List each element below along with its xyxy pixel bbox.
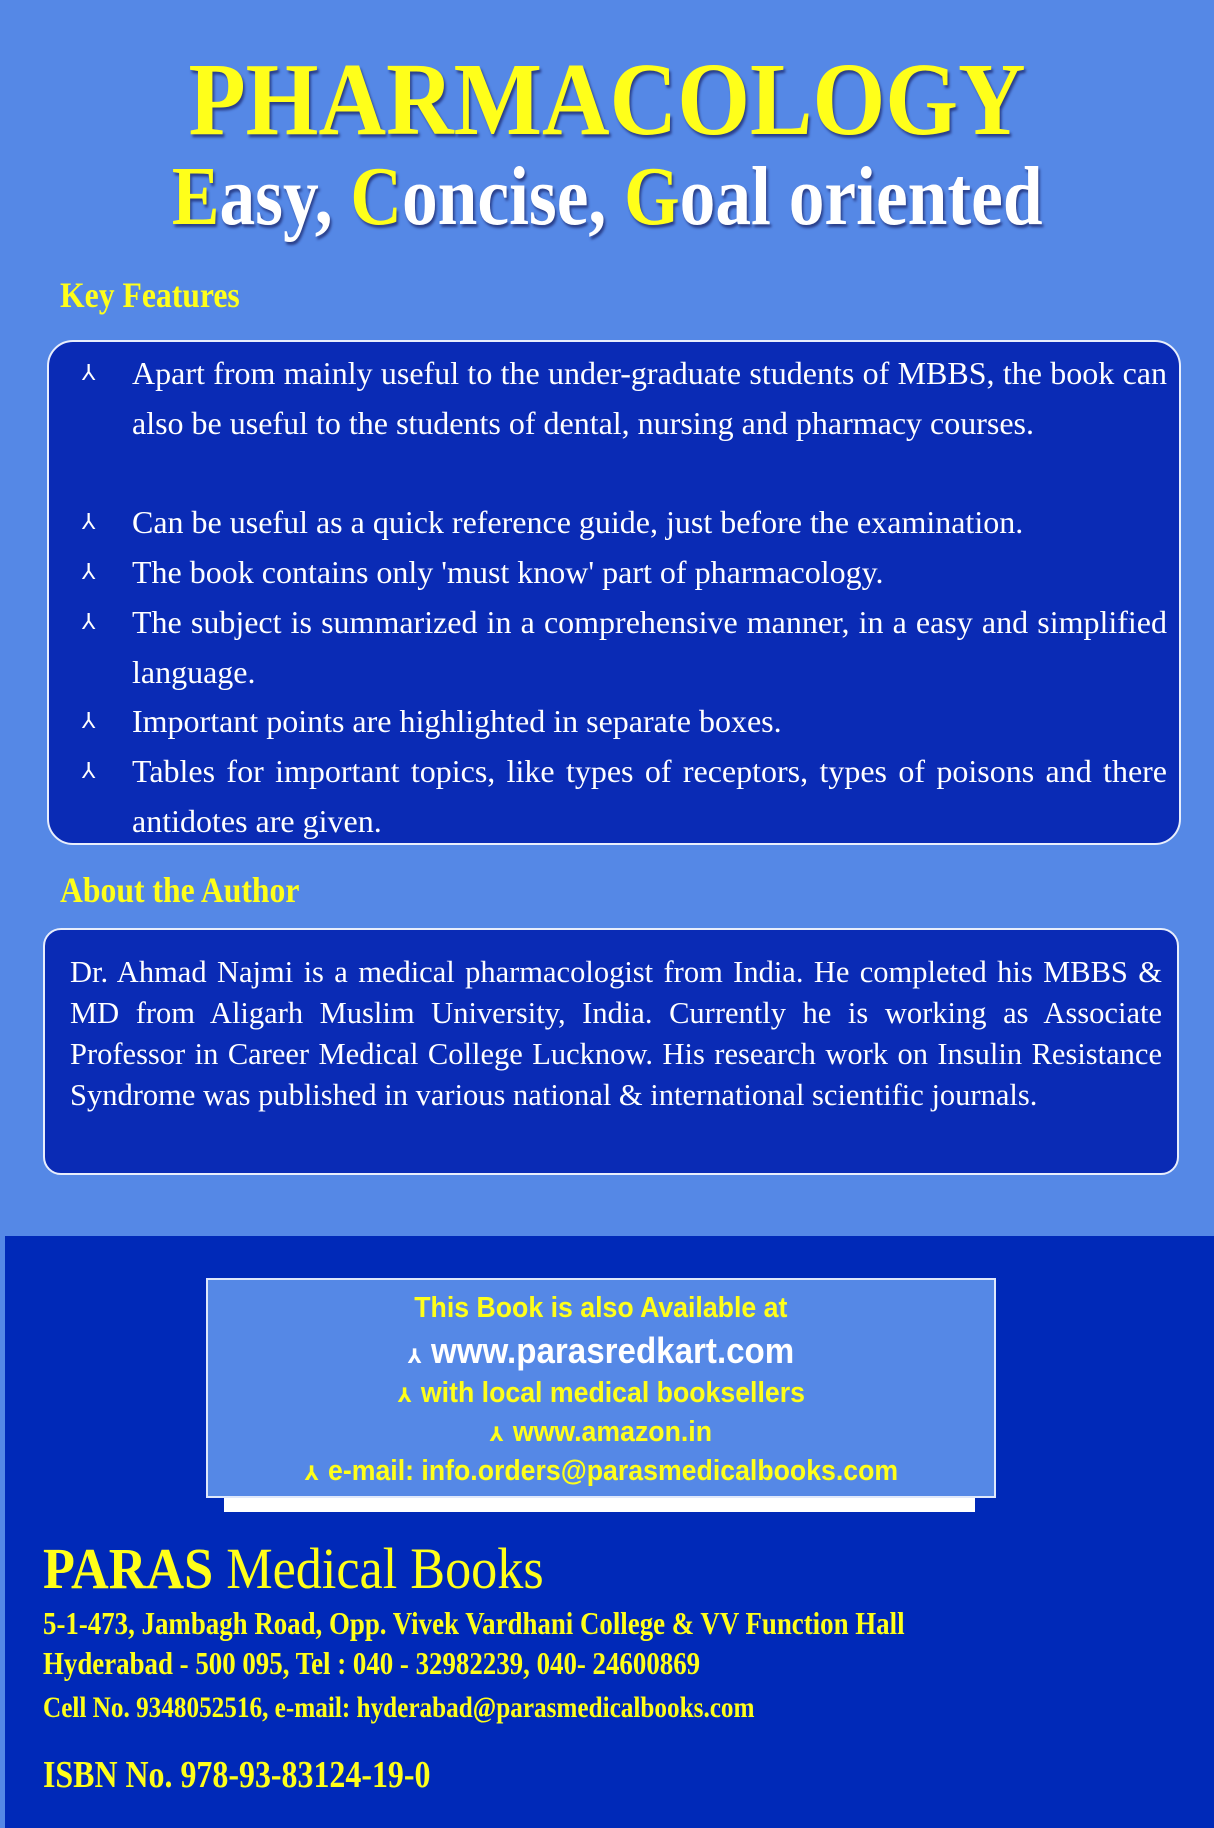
bullet-icon: ⅄	[82, 709, 96, 734]
key-features-heading: Key Features	[60, 275, 240, 315]
availability-heading: This Book is also Available at	[414, 1292, 788, 1324]
author-bio: Dr. Ahmad Najmi is a medical pharmacologist from India. He completed his MBBS & MD from Aligarh Muslim University, India. Currently he is working as Associate Professor in Career Medical College Lucknow. His research work on Insulin Resistance Syndrome was published in various national & international scientific journals.	[70, 955, 1162, 1112]
bullet-icon: ⅄	[304, 1461, 319, 1485]
bullet-icon: ⅄	[82, 759, 96, 784]
link-amazon[interactable]: ⅄ www.amazon.in	[489, 1416, 713, 1448]
book-title: PHARMACOLOGY	[188, 42, 1026, 157]
availability-box	[206, 1278, 996, 1498]
feature-text: Can be useful as a quick reference guide, just before the examination.	[132, 504, 1024, 540]
about-author-heading: About the Author	[60, 870, 300, 910]
address-line-2: Hyderabad - 500 095, Tel : 040 - 32982239, 040- 24600869	[43, 1645, 701, 1681]
feature-text: The subject is summarized in a comprehensive manner, in a easy and simplified language.	[132, 604, 1167, 690]
feature-text: Tables for important topics, like types of receptors, types of poisons and there antidotes are given.	[132, 753, 1167, 839]
bullet-icon: ⅄	[407, 1344, 422, 1368]
key-features-box	[47, 340, 1181, 845]
email-orders[interactable]: ⅄ e-mail: info.orders@parasmedicalbooks.com	[304, 1455, 898, 1487]
bullet-icon: ⅄	[397, 1383, 412, 1407]
bullet-icon: ⅄	[82, 361, 96, 386]
bullet-icon: ⅄	[489, 1422, 504, 1446]
book-subtitle: Easy, Concise, Goal oriented	[171, 150, 1043, 243]
bullet-icon: ⅄	[82, 560, 96, 585]
isbn: ISBN No. 978-93-83124-19-0	[43, 1754, 431, 1796]
bullet-icon: ⅄	[82, 610, 96, 635]
about-author-box	[43, 928, 1179, 1175]
publisher-name: PARAS Medical Books	[43, 1536, 544, 1601]
feature-text: Important points are highlighted in separate boxes.	[132, 703, 782, 739]
feature-text: Apart from mainly useful to the under-graduate students of MBBS, the book can also be useful to the students of dental, nursing and pharmacy courses.	[132, 355, 1167, 441]
address-line-1: 5-1-473, Jambagh Road, Opp. Vivek Vardhani College & VV Function Hall	[43, 1605, 905, 1641]
bullet-icon: ⅄	[82, 510, 96, 535]
link-parasredkart[interactable]: ⅄ www.parasredkart.com	[407, 1330, 795, 1371]
availability-item: ⅄ with local medical booksellers	[397, 1377, 805, 1409]
feature-text: The book contains only 'must know' part of pharmacology.	[132, 554, 884, 590]
contact-line: Cell No. 9348052516, e-mail: hyderabad@parasmedicalbooks.com	[43, 1691, 755, 1724]
